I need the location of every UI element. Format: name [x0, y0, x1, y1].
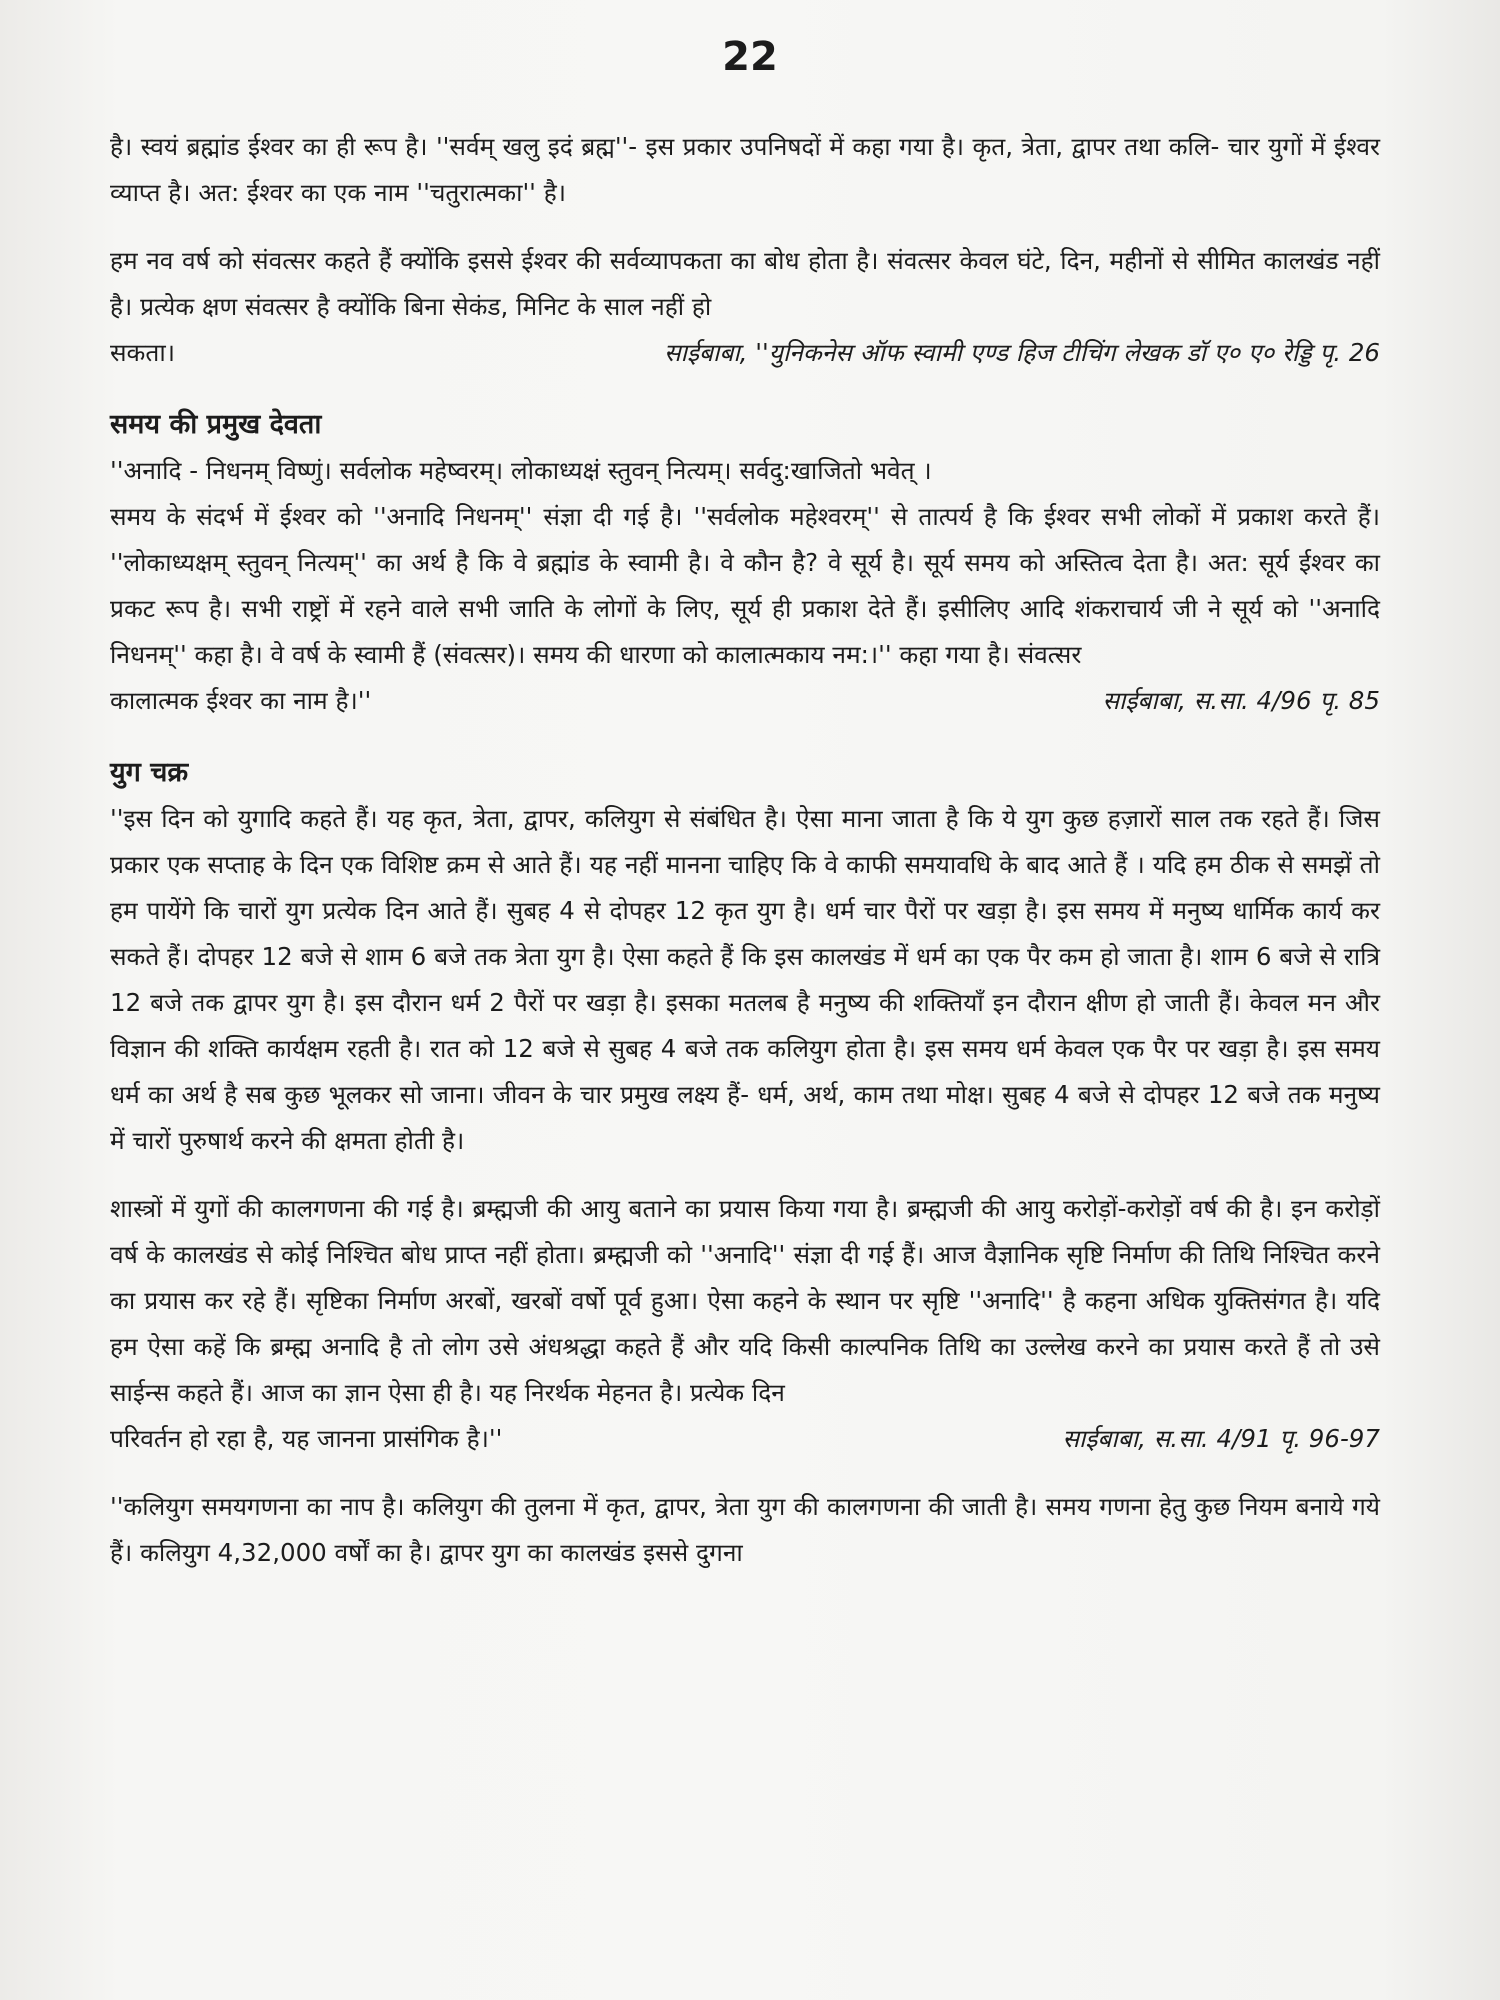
- citation-row-2: [110, 678, 1380, 724]
- page-content: [110, 124, 1380, 1576]
- verse-anadi-nidhanam: ''अनादि - निधनम् विष्णुं। सर्वलोक महेष्वरम्। लोकाध्यक्षं स्तुवन् नित्यम्। सर्वदु:खाजितो भवेत् ।: [110, 456, 932, 485]
- paragraph-kalganana: शास्त्रों में युगों की कालगणना की गई है। ब्रम्ह्मजी की आयु बताने का प्रयास किया गया है। ब्रम्ह्मजी की आयु करोड़ों-करोड़ों वर्ष की है। इन करोड़ों वर्ष के कालखंड से कोई निश्चित बोध प्राप्त नहीं होता। ब्रम्ह्मजी को ''अनादि'' संज्ञा दी गई हैं। आज वैज्ञानिक सृष्टि निर्माण की तिथि निश्चित करने का प्रयास कर रहे हैं। सृष्टिका निर्माण अरबों, खरबों वर्षो पूर्व हुआ। ऐसा कहने के स्थान पर सृष्टि ''अनादि'' है कहना अधिक युक्तिसंगत है। यदि हम ऐसा कहें कि ब्रम्ह्म अनादि है तो लोग उसे अंधश्रद्धा कहते हैं और यदि किसी काल्पनिक तिथि का उल्लेख करने का प्रयास करते हैं तो उसे साईन्स कहते हैं। आज का ज्ञान ऐसा ही है। यह निरर्थक मेहनत है। प्रत्येक दिन: [110, 1194, 1380, 1407]
- paragraph-samvatsar: हम नव वर्ष को संवत्सर कहते हैं क्योंकि इससे ईश्वर की सर्वव्यापकता का बोध होता है। संवत्सर केवल घंटे, दिन, महीनों से सीमित कालखंड नहीं है। प्रत्येक क्षण संवत्सर है क्योंकि बिना सेकंड, मिनिट के साल नहीं हो: [110, 246, 1380, 321]
- heading-yug-chakra: युग चक्र: [110, 757, 189, 788]
- paragraph-samvatsar-end: सकता।: [110, 338, 175, 367]
- paragraph-yugadi: ''इस दिन को युगादि कहते हैं। यह कृत, त्रेता, द्वापर, कलियुग से संबंधित है। ऐसा माना जाता है कि ये युग कुछ हज़ारों साल तक रहते हैं। जिस प्रकार एक सप्ताह के दिन एक विशिष्ट क्रम से आते हैं। यह नहीं मानना चाहिए कि वे काफी समयावधि के बाद आते हैं । यदि हम ठीक से समझें तो हम पायेंगे कि चारों युग प्रत्येक दिन आते हैं। सुबह 4 से दोपहर 12 कृत युग है। धर्म चार पैरों पर खड़ा है। इस समय में मनुष्य धार्मिक कार्य कर सकते हैं। दोपहर 12 बजे से शाम 6 बजे तक त्रेता युग है। ऐसा कहते हैं कि इस कालखंड में धर्म का एक पैर कम हो जाता है। शाम 6 बजे से रात्रि 12 बजे तक द्वापर युग है। इस दौरान धर्म 2 पैरों पर खड़ा है। इसका मतलब है मनुष्य की शक्तियाँ इन दौरान क्षीण हो जाती हैं। केवल मन और विज्ञान की शक्ति कार्यक्षम रहती है। रात को 12 बजे से सुबह 4 बजे तक कलियुग होता है। इस समय धर्म केवल एक पैर पर खड़ा है। इस समय धर्म का अर्थ है सब कुछ भूलकर सो जाना। जीवन के चार प्रमुख लक्ष्य हैं- धर्म, अर्थ, काम तथा मोक्ष। सुबह 4 बजे से दोपहर 12 बजे तक मनुष्य में चारों पुरुषार्थ करने की क्षमता होती है।: [110, 804, 1380, 1155]
- paragraph-surya-end: कालात्मक ईश्वर का नाम है।'': [110, 686, 372, 715]
- heading-samay-devata: समय की प्रमुख देवता: [110, 409, 322, 440]
- citation-row-3: [110, 1416, 1380, 1462]
- paragraph-kalganana-end: परिवर्तन हो रहा है, यह जानना प्रासंगिक है।'': [110, 1424, 503, 1453]
- page-number: 22: [722, 34, 778, 80]
- citation-ss-4-91: साईबाबा, स.सा. 4/91 पृ. 96-97: [1062, 1424, 1380, 1453]
- paragraph-brahmand: है। स्वयं ब्रह्मांड ईश्वर का ही रूप है। ''सर्वम् खलु इदं ब्रह्म''- इस प्रकार उपनिषदों में कहा गया है। कृत, त्रेता, द्वापर तथा कलि- चार युगों में ईश्वर व्याप्त है। अत: ईश्वर का एक नाम ''चतुरात्मका'' है।: [110, 132, 1380, 207]
- paragraph-kaliyug: ''कलियुग समयगणना का नाप है। कलियुग की तुलना में कृत, द्वापर, त्रेता युग की कालगणना की जाती है। समय गणना हेतु कुछ नियम बनाये गये हैं। कलियुग 4,32,000 वर्षों का है। द्वापर युग का कालखंड इससे दुगना: [110, 1492, 1380, 1567]
- citation-row-1: [110, 330, 1380, 376]
- paragraph-surya: समय के संदर्भ में ईश्वर को ''अनादि निधनम्'' संज्ञा दी गई है। ''सर्वलोक महेश्वरम्'' से तात्पर्य है कि ईश्वर सभी लोकों में प्रकाश करते हैं। ''लोकाध्यक्षम् स्तुवन् नित्यम्'' का अर्थ है कि वे ब्रह्मांड के स्वामी है। वे कौन है? वे सूर्य है। सूर्य समय को अस्तित्व देता है। अत: सूर्य ईश्वर का प्रकट रूप है। सभी राष्ट्रों में रहने वाले सभी जाति के लोगों के लिए, सूर्य ही प्रकाश देते हैं। इसीलिए आदि शंकराचार्य जी ने सूर्य को ''अनादि निधनम्'' कहा है। वे वर्ष के स्वामी हैं (संवत्सर)। समय की धारणा को कालात्मकाय नम:।'' कहा गया है। संवत्सर: [110, 502, 1380, 669]
- citation-ss-4-96: साईबाबा, स.सा. 4/96 पृ. 85: [1102, 686, 1380, 715]
- citation-reddy: साईबाबा, ''युनिकनेस ऑफ स्वामी एण्ड हिज टीचिंग लेखक डॉ ए० ए० रेड्डि पृ. 26: [664, 338, 1380, 367]
